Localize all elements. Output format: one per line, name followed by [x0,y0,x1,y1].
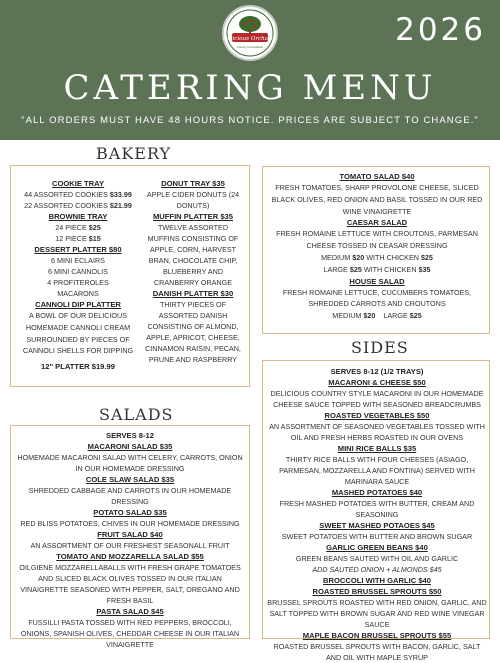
brownie-tray-line2: 12 PIECE $15 [55,234,101,243]
house-salad-prices: MEDIUM $20 LARGE $25 [332,311,422,321]
cannoli-dip-name: CANNOLI DIP PLATTER [35,300,121,309]
side-item-desc: GREEN BEANS SAUTED WITH OIL AND GARLIC [295,554,459,563]
caesar-salad-name: CAESAR SALAD [346,218,408,228]
bakery-right-column [143,178,243,365]
dessert-item: MACARONS [57,289,99,298]
danish-platter-desc: THIRTY PIECES OF ASSORTED DANISH CONSISTING OF ALMOND, APPLE, APRICOT, CHEESE, CINNAMON RAISIN, PECAN, PRUNE AND RASPBERRY [145,300,241,364]
salad-item-name: PASTA SALAD $45 [96,607,164,616]
bakery-box [10,165,250,387]
side-item-name: ROASTED VEGETABLES $50 [324,411,430,420]
house-salad-desc: FRESH ROMAINE LETTUCE, CUCUMBERS TOMATOES, SHREDDED CARROTS AND CROUTONS [282,287,472,309]
salad-item-desc: AN ASSORTMENT OF OUR FRESHEST SEASONALL FRUIT [30,541,230,550]
dessert-item: 4 PROFITEROLES [47,278,109,287]
salad-item-name: COLE SLAW SALAD $35 [85,475,175,484]
bakery-left-column [16,178,140,372]
cookie-tray-line1: 44 ASSORTED COOKIES $33.99 [24,190,132,199]
caesar-salad-desc: FRESH ROMAINE LETTUCE WITH CROUTONS, PARMESAN CHEESE TOSSED IN CEASAR DRESSING [276,229,478,251]
donut-tray-name: DONUT TRAY $35 [161,179,225,188]
salad-item-desc: HOMEMADE MACARONI SALAD WITH CELERY, CARROTS, ONION IN OUR HOMEMADE DRESSING [17,453,243,473]
brownie-tray-line1: 24 PIECE $25 [55,223,101,232]
salad-item-name: FRUIT SALAD $40 [97,530,163,539]
side-item-desc: ROASTED BRUSSEL SPROUTS WITH BACON, GARLIC, SALT AND OIL WITH MAPLE SYRUP [273,642,481,662]
side-item-name: MINI RICE BALLS $35 [337,444,417,453]
side-item-name: MAPLE BACON BRUSSEL SPROUTS $55 [302,631,452,640]
salads-right-box [262,166,490,334]
logo-subtext: Country Food Market [236,45,264,49]
dessert-item: 6 MINI CANNOLIS [48,267,108,276]
sides-serves: SERVES 8-12 (1/2 TRAYS) [330,367,424,376]
brownie-tray-name: BROWNIE TRAY [48,212,108,221]
caesar-medium-price: MEDIUM $20 WITH CHICKEN $25 [321,252,433,262]
salad-item-name: POTATO SALAD $35 [93,508,167,517]
side-item-name: BROCCOLI WITH GARLIC $40 [322,576,431,585]
donut-tray-desc: APPLE CIDER DONUTS (24 DONUTS) [146,190,240,210]
salads-serves: SERVES 8-12 [106,431,154,440]
house-salad-name: HOUSE SALAD [349,276,405,286]
tomato-salad-name: TOMATO SALAD $40 [339,172,415,181]
side-item-name: GARLIC GREEN BEANS $40 [326,543,428,552]
logo-text: Delicious Orchards [222,35,278,42]
side-item-desc: BRUSSEL SPROUTS ROASTED WITH RED ONION, GARLIC, AND SALT TOPPED WITH BROWN SUGAR AND RED WINE VINEGAR SAUCE [267,598,487,629]
tomato-salad-desc: FRESH TOMATOES, SHARP PROVOLONE CHEESE, SLICED BLACK OLIVES, RED ONION AND BASIL TOSSED IN OUR RED WINE VINAIGRETTE [271,183,483,216]
page-title: CATERING MENU [63,68,437,108]
side-item-name: ROASTED BRUSSEL SPROUTS $50 [312,587,442,596]
salad-item-desc: SHREDDED CABBAGE AND CARROTS IN OUR HOMEMADE DRESSING [28,486,232,506]
salads-title: SALADS [99,405,174,424]
sides-box [262,360,490,662]
header-banner [0,0,500,140]
apple-tree-logo-icon [224,7,276,59]
order-notice: "ALL ORDERS MUST HAVE 48 HOURS NOTICE. PRICES ARE SUBJECT TO CHANGE." [21,115,479,126]
danish-platter-name: DANISH PLATTER $30 [152,289,234,298]
year: 2026 [395,12,486,48]
side-item-desc: SWEET POTATOES WITH BUTTER AND BROWN SUGAR [281,532,473,541]
cookie-tray-line2: 22 ASSORTED COOKIES $21.99 [24,201,132,210]
side-item-desc: THIRTY RICE BALLS WITH FOUR CHEESES (ASIAGO, PARMESAN, MOZZARELLA AND FONTINA) SERVED WITH MARINARA SAUCE [279,455,475,486]
side-item-extra: ADD SAUTED ONION + ALMONDS $45 [312,565,442,574]
salad-item-name: TOMATO AND MOZZARELLA SALAD $55 [56,552,204,561]
cannoli-dip-platter: 12" PLATTER $19.99 [41,362,115,372]
salads-right-list [268,171,486,322]
muffin-platter-desc: TWELVE ASSORTED MUFFINS CONSISTING OF APPLE, CORN, HARVEST BRAN, CHOCOLATE CHIP, BLUEBERRY AND CRANBERRY ORANGE [147,223,239,287]
salad-item-desc: RED BLISS POTATOES, CHIVES IN OUR HOMEMADE DRESSING [20,519,240,528]
cookie-tray-name: COOKIE TRAY [51,179,105,188]
delicious-orchards-logo [222,5,278,61]
salads-box [10,425,250,649]
side-item-name: MACARONI & CHEESE $50 [328,378,426,387]
cannoli-dip-desc: A BOWL OF OUR DELICIOUS HOMEMADE CANNOLI CREAM SURROUNDED BY PIECES OF CANNOLI SHELLS FOR DIPPING [22,311,134,356]
sides-title: SIDES [351,338,409,357]
side-item-desc: DELICIOUS COUNTRY STYLE MACARONI IN OUR HOMEMADE CHEESE SAUCE TOPPED WITH SEASONED BREADCRUMBS [270,389,484,409]
side-item-name: MASHED POTATOES $40 [331,488,423,497]
salad-item-desc: FUSSILLI PASTA TOSSED WITH RED PEPPERS, BROCCOLI, ONIONS, SPANISH OLIVES, CHEDDAR CHEESE IN OUR ITALIAN VINAIGRETTE [20,618,240,649]
dessert-item: 6 MINI ECLAIRS [51,256,105,265]
salads-list [15,430,245,650]
sides-list [267,366,487,663]
salad-item-desc: OILGIENE MOZZARELLABALLS WITH FRESH GRAPE TOMATOES AND SLICED BLACK OLIVES TOSSED IN OUR ITALIAN VINAIGRETTE SEASONED WITH PEPPER, SALT, OREGANO AND FRESH BASIL [19,563,241,605]
dessert-platter-name: DESSERT PLATTER $80 [34,245,122,254]
muffin-platter-name: MUFFIN PLATTER $35 [152,212,234,221]
side-item-name: SWEET MASHED POTAOES $45 [319,521,435,530]
bakery-title: BAKERY [96,144,172,163]
side-item-desc: FRESH MASHED POTATOES WITH BUTTER, CREAM AND SEASONING [279,499,475,519]
caesar-large-price: LARGE $25 WITH CHICKEN $35 [323,264,431,274]
side-item-desc: AN ASSORTMENT OF SEASONED VEGETABLES TOSSED WITH OIL AND FRESH HERBS ROASTED IN OUR OVENS [269,422,485,442]
salad-item-name: MACARONI SALAD $35 [87,442,173,451]
